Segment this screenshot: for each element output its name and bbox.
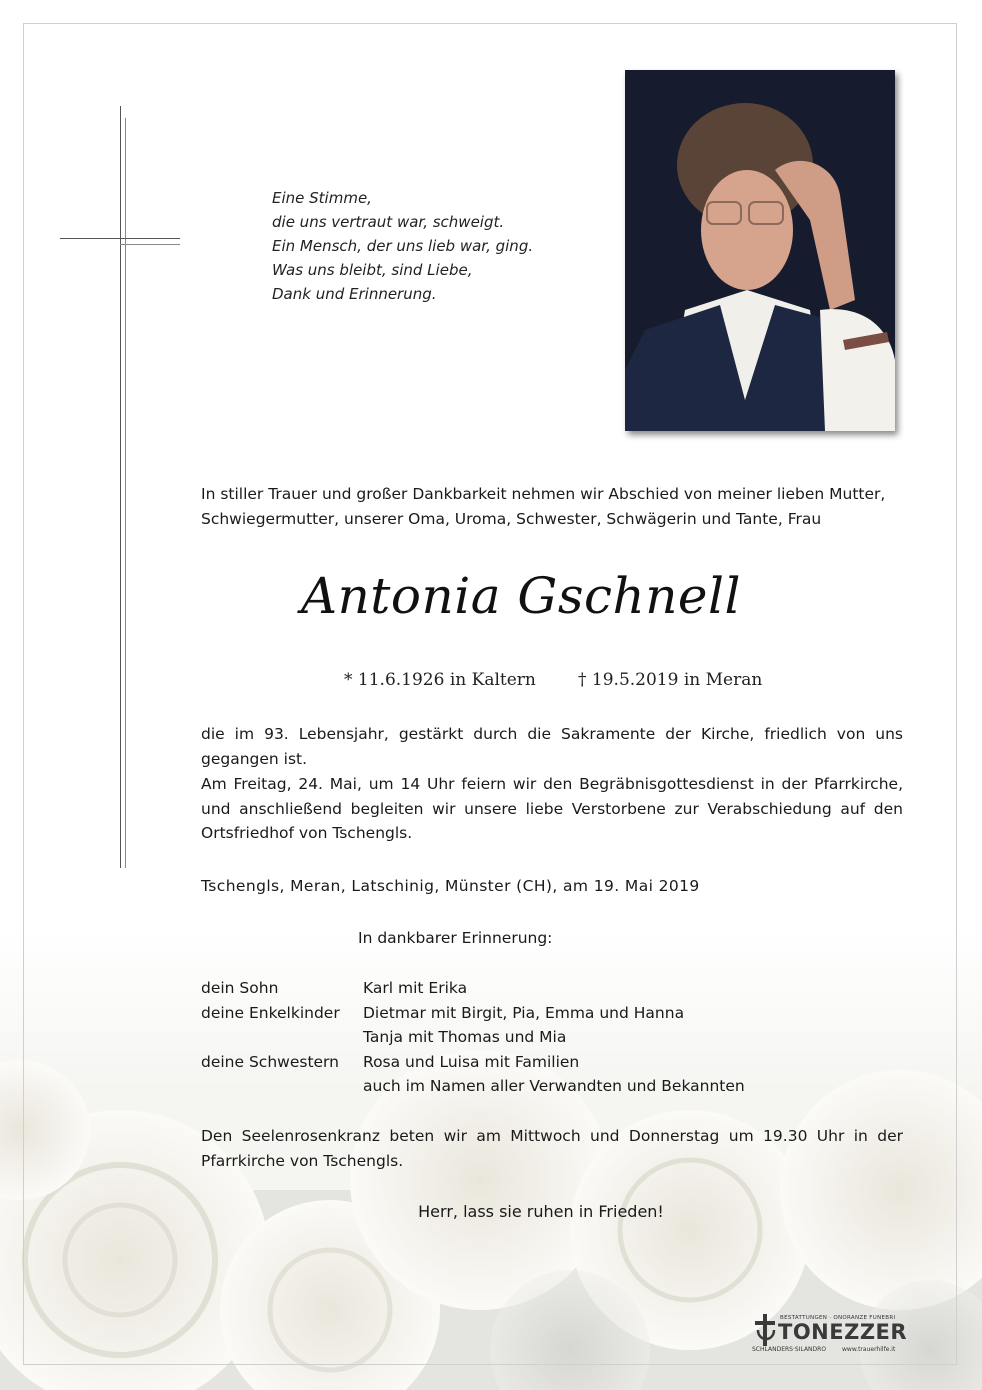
logo-location: SCHLANDERS·SILANDRO	[752, 1346, 827, 1353]
poem-line: Dank und Erinnerung.	[272, 285, 437, 303]
death-date: † 19.5.2019 in Meran	[578, 670, 763, 690]
family-relation: deine Schwestern	[201, 1052, 339, 1071]
poem-line: Ein Mensch, der uns lieb war, ging.	[272, 237, 534, 255]
logo-url[interactable]: www.trauerhilfe.it	[842, 1346, 896, 1353]
family-row	[201, 1001, 745, 1026]
family-relation: dein Sohn	[201, 979, 279, 997]
intro-line: Schwiegermutter, unserer Oma, Uroma, Schwester, Schwägerin und Tante, Frau	[201, 509, 822, 528]
family-row	[201, 1074, 745, 1099]
portrait-photo	[625, 70, 895, 431]
poem-line: die uns vertraut war, schweigt.	[272, 213, 505, 231]
logo-name: TONEZZER	[778, 1320, 908, 1344]
death-paragraph: die im 93. Lebensjahr, gestärkt durch die Sakramente der Kirche, friedlich von uns gegangen ist.	[201, 725, 903, 768]
logo-tagline: BESTATTUNGEN · ONORANZE FUNEBRI	[780, 1315, 896, 1321]
family-names: Rosa und Luisa mit Familien	[363, 1052, 580, 1071]
rosary-paragraph: Den Seelenrosenkranz beten wir am Mittwoch und Donnerstag um 19.30 Uhr in der Pfarrkirche von Tschengls.	[201, 1127, 903, 1170]
family-relation	[201, 1074, 363, 1099]
family-row	[201, 1025, 745, 1050]
poem-line: Was uns bleibt, sind Liebe,	[272, 261, 473, 279]
family-row	[201, 1050, 745, 1075]
cross-logo-icon	[752, 1312, 780, 1348]
funeral-paragraph: Am Freitag, 24. Mai, um 14 Uhr feiern wir den Begräbnisgottesdienst in der Pfarrkirche, und anschließend begleiten wir unsere liebe Verstorbene zur Verabschiedung auf den Ortsfriedhof von Tschengls.	[201, 775, 903, 842]
poem	[272, 186, 533, 306]
family-relation: deine Enkelkinder	[201, 1003, 340, 1022]
family-names: Karl mit Erika	[363, 979, 468, 997]
family-row	[201, 976, 745, 1001]
family-names: auch im Namen aller Verwandten und Bekannten	[363, 1077, 745, 1095]
intro-line: In stiller Trauer und großer Dankbarkeit nehmen wir Abschied von meiner lieben Mutter,	[201, 485, 886, 503]
in-memory-heading: In dankbarer Erinnerung:	[358, 929, 553, 947]
poem-line: Eine Stimme,	[272, 189, 372, 207]
family-names: Dietmar mit Birgit, Pia, Emma und Hanna	[363, 1003, 685, 1022]
farewell-text: Herr, lass sie ruhen in Frieden!	[418, 1202, 664, 1221]
deceased-name: Antonia Gschnell	[301, 567, 741, 625]
birth-date: * 11.6.1926 in Kaltern	[344, 670, 536, 690]
family-relation	[201, 1025, 363, 1050]
family-list	[201, 976, 745, 1099]
funeral-home-logo[interactable]	[752, 1312, 908, 1362]
family-names: Tanja mit Thomas und Mia	[363, 1028, 567, 1046]
places-date: Tschengls, Meran, Latschinig, Münster (CH), am 19. Mai 2019	[201, 877, 700, 895]
intro-text	[201, 482, 903, 531]
